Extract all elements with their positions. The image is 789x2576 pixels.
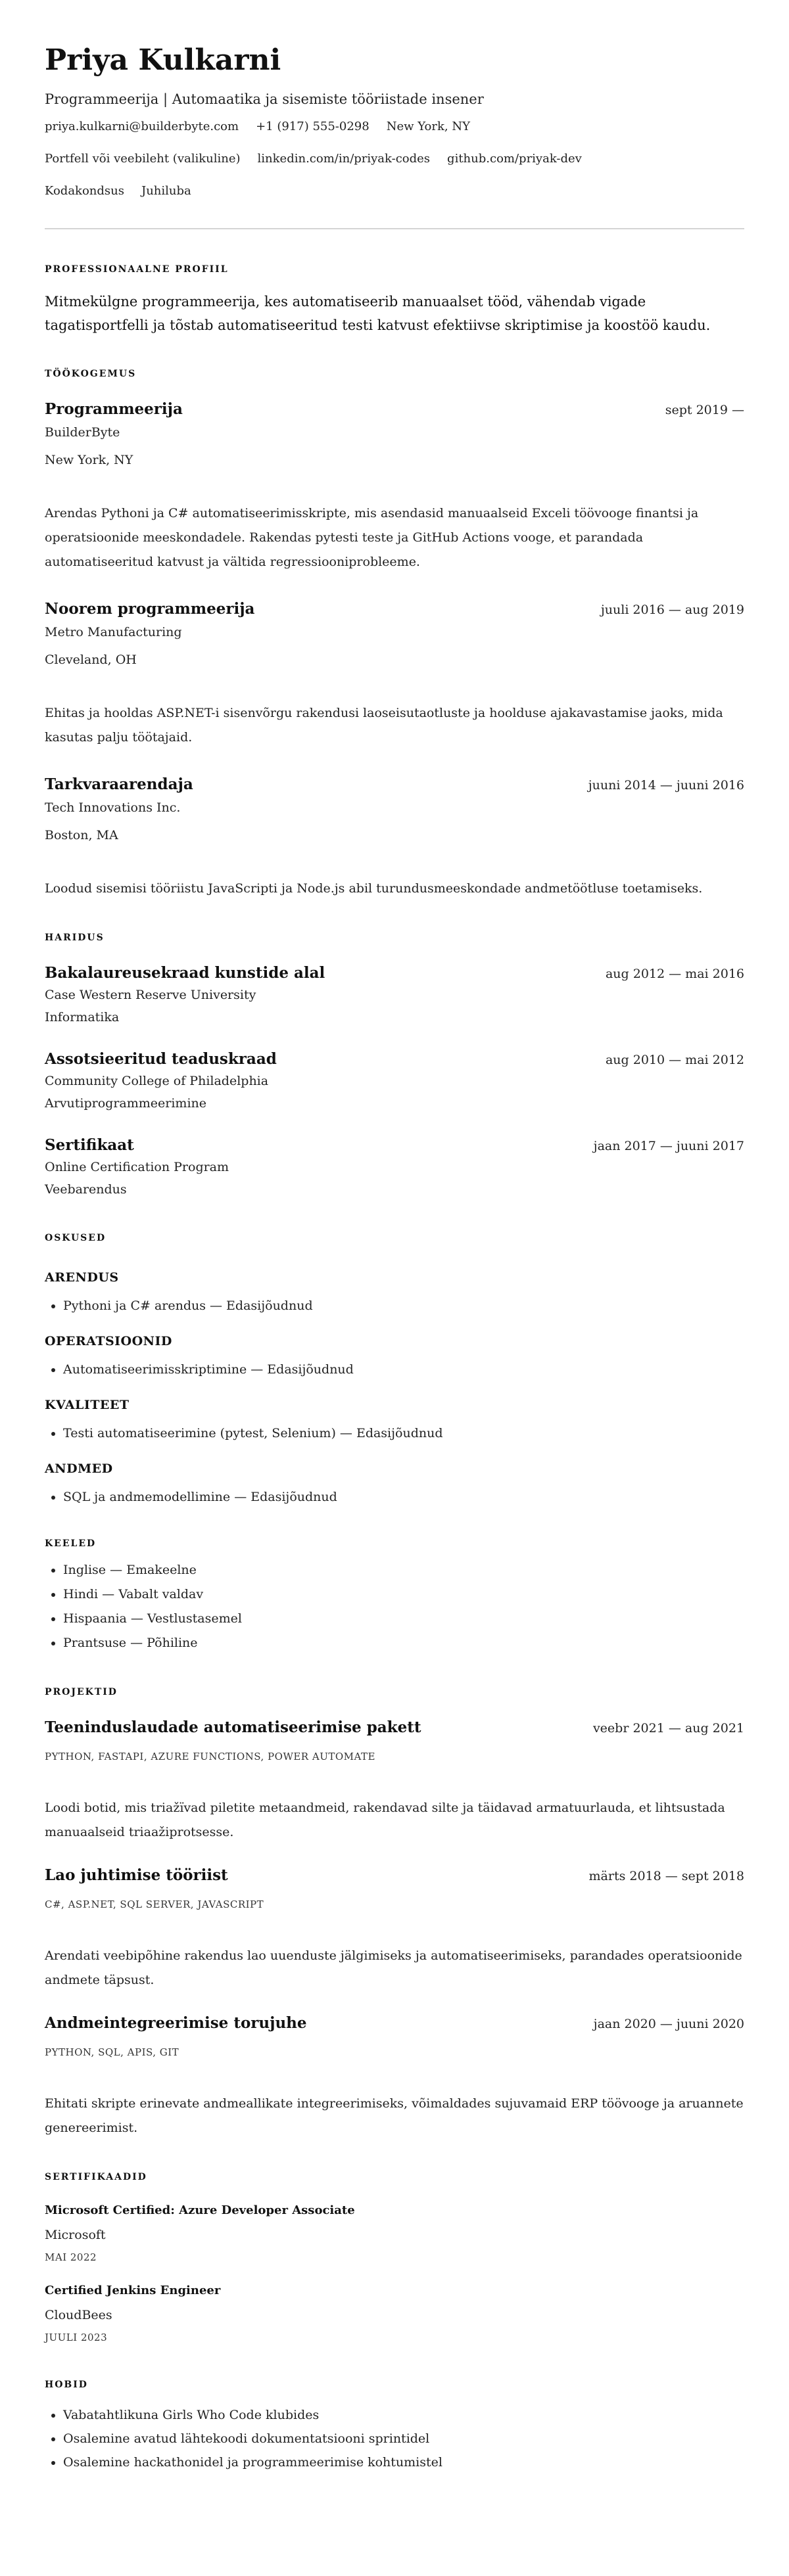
project-dates: märts 2018 — sept 2018 [588, 1869, 744, 1883]
contact-row [45, 110, 744, 143]
projects-section [45, 1686, 744, 2140]
hobby-item: • Vabatahtlikuna Girls Who Code klubides [63, 2403, 744, 2427]
skill-list [45, 1360, 744, 1379]
section-heading: KEELED [45, 1538, 97, 1549]
certification-entry [45, 2201, 744, 2265]
job-description: Ehitas ja hooldas ASP.NET-i sisenvõrgu rakendusi laoseisutaotluste ja hoolduse ajakavastamise jaoks, mida kasutas palju töötajaid. [45, 706, 723, 745]
job-title: Programmeerija [45, 400, 183, 418]
certifications-section [45, 2171, 744, 2345]
skill-item: • SQL ja andmemodellimine — Edasijõudnud [63, 1487, 744, 1507]
section-heading: HOBID [45, 2380, 88, 2390]
section-heading: PROJEKTID [45, 1687, 118, 1697]
profile-section [45, 263, 744, 337]
certification-title: Certified Jenkins Engineer [45, 2284, 221, 2297]
section-heading: HARIDUS [45, 932, 105, 943]
skill-list [45, 1487, 744, 1507]
profile-text: Mitmekülgne programmeerija, kes automatiseerib manuaalset tööd, vähendab vigade tagatisportfelli ja tõstab automatiseeritud testi katvust efektiivse skriptimise ja koostöö kaudu. [45, 294, 711, 333]
skill-item: • Testi automatiseerimine (pytest, Selenium) — Edasijõudnud [63, 1423, 744, 1443]
hobbies-section [45, 2378, 744, 2474]
project-dates: veebr 2021 — aug 2021 [592, 1721, 744, 1736]
experience-section [45, 367, 744, 901]
project-entry [45, 2012, 744, 2140]
project-tech: C#, ASP.NET, SQL SERVER, JAVASCRIPT [45, 1898, 264, 1910]
certification-issuer: CloudBees [45, 2308, 112, 2322]
skills-section [45, 1231, 744, 1507]
language-item: • Hispaania — Vestlustasemel [63, 1607, 744, 1631]
project-title: Lao juhtimise tööriist [45, 1866, 228, 1884]
contact-linkedin[interactable]: linkedin.com/in/priyak-codes [257, 152, 431, 166]
degree: Assotsieeritud teaduskraad [45, 1050, 277, 1068]
field-of-study: Veebarendus [45, 1182, 127, 1197]
skill-category: ARENDUS [45, 1270, 119, 1285]
skill-category: KVALITEET [45, 1398, 130, 1412]
certification-title: Microsoft Certified: Azure Developer Associate [45, 2203, 355, 2217]
contact-driving-license: Juhiluba [141, 184, 191, 198]
job-description: Loodud sisemisi tööriistu JavaScripti ja Node.js abil turundusmeeskondade andmetöötluse toetamiseks. [45, 881, 703, 896]
job-dates: juuli 2016 — aug 2019 [600, 603, 744, 617]
certification-issuer: Microsoft [45, 2228, 106, 2242]
institution: Community College of Philadelphia [45, 1074, 269, 1088]
skill-item: • Pythoni ja C# arendus — Edasijõudnud [63, 1296, 744, 1316]
contact-location: New York, NY [386, 120, 470, 133]
job-title: Noorem programmeerija [45, 600, 255, 618]
contact-row [45, 143, 744, 175]
job-entry [45, 773, 744, 901]
degree: Bakalaureusekraad kunstide alal [45, 964, 325, 982]
contact-portfolio: Portfell või veebileht (valikuline) [45, 152, 241, 166]
section-heading: PROFESSIONAALNE PROFIIL [45, 264, 229, 275]
hobby-list [45, 2403, 744, 2474]
header-divider [45, 228, 744, 229]
education-entry [45, 963, 744, 1029]
language-item: • Hindi — Vabalt valdav [63, 1582, 744, 1607]
project-dates: jaan 2020 — juuni 2020 [593, 2017, 744, 2031]
languages-section [45, 1537, 744, 1655]
job-title: Tarkvaraarendaja [45, 775, 193, 793]
contact-github[interactable]: github.com/priyak-dev [447, 152, 582, 166]
hobby-item: • Osalemine avatud lähtekoodi dokumentatsiooni sprintidel [63, 2427, 744, 2450]
job-dates: juuni 2014 — juuni 2016 [588, 778, 744, 793]
education-dates: aug 2012 — mai 2016 [605, 967, 744, 981]
job-entry [45, 398, 744, 574]
project-title: Andmeintegreerimise torujuhe [45, 2014, 307, 2032]
contact-row [45, 175, 744, 207]
contact-email[interactable]: priya.kulkarni@builderbyte.com [45, 120, 239, 133]
job-dates: sept 2019 — [665, 403, 744, 417]
degree: Sertifikaat [45, 1136, 134, 1154]
job-location: Boston, MA [45, 828, 118, 842]
job-entry [45, 598, 744, 750]
language-item: • Inglise — Emakeelne [63, 1558, 744, 1582]
project-title: Teeninduslaudade automatiseerimise pakett [45, 1718, 421, 1736]
field-of-study: Arvutiprogrammeerimine [45, 1096, 206, 1111]
section-heading: TÖÖKOGEMUS [45, 369, 137, 379]
section-heading: OSKUSED [45, 1233, 107, 1243]
language-item: • Prantsuse — Põhiline [63, 1631, 744, 1655]
certification-date: MAI 2022 [45, 2251, 97, 2263]
candidate-name: Priya Kulkarni [45, 43, 281, 77]
section-heading: SERTIFIKAADID [45, 2172, 147, 2182]
skill-list [45, 1296, 744, 1316]
project-tech: PYTHON, SQL, APIS, GIT [45, 2046, 179, 2058]
institution: Online Certification Program [45, 1160, 229, 1174]
job-company: Tech Innovations Inc. [45, 800, 181, 815]
project-description: Ehitati skripte erinevate andmeallikate integreerimiseks, võimaldades sujuvamaid ERP töövooge ja aruannete genereerimist. [45, 2096, 744, 2135]
project-description: Loodi botid, mis triažïvad piletite metaandmeid, rakendavad silte ja täidavad armatuurlauda, et lihtsustada manuaalseid triaažiprotsesse. [45, 1801, 725, 1839]
job-location: Cleveland, OH [45, 653, 137, 667]
project-description: Arendati veebipõhine rakendus lao uuenduste jälgimiseks ja automatiseerimiseks, parandades operatsioonide andmete täpsust. [45, 1948, 742, 1987]
project-entry [45, 1864, 744, 1992]
job-company: Metro Manufacturing [45, 625, 182, 639]
job-description: Arendas Pythoni ja C# automatiseerimisskripte, mis asendasid manuaalseid Exceli töövooge finantsi ja operatsioonide meeskondadele. Rakendas pytesti teste ja GitHub Actions vooge, et parandada automatiseeritud katvust ja vältida regressiooniprobleeme. [45, 506, 699, 569]
skill-category: ANDMED [45, 1461, 113, 1476]
skill-item: • Automatiseerimisskriptimine — Edasijõudnud [63, 1360, 744, 1379]
candidate-subtitle: Programmeerija | Automaatika ja sisemiste tööriistade insener [45, 91, 484, 107]
project-entry [45, 1716, 744, 1845]
contact-phone: +1 (917) 555-0298 [256, 120, 370, 133]
job-location: New York, NY [45, 453, 133, 467]
job-company: BuilderByte [45, 425, 120, 440]
skill-list [45, 1423, 744, 1443]
skill-category: OPERATSIOONID [45, 1334, 172, 1348]
language-list [45, 1558, 744, 1655]
hobby-item: • Osalemine hackathonidel ja programmeerimise kohtumistel [63, 2450, 744, 2474]
resume-header [45, 41, 744, 229]
education-entry [45, 1135, 744, 1201]
education-dates: jaan 2017 — juuni 2017 [593, 1139, 744, 1153]
project-tech: PYTHON, FASTAPI, AZURE FUNCTIONS, POWER AUTOMATE [45, 1751, 375, 1762]
institution: Case Western Reserve University [45, 988, 256, 1002]
education-dates: aug 2010 — mai 2012 [605, 1053, 744, 1067]
certification-entry [45, 2281, 744, 2345]
contact-citizenship: Kodakondsus [45, 184, 124, 198]
certification-date: JUULI 2023 [45, 2332, 108, 2343]
field-of-study: Informatika [45, 1010, 120, 1024]
education-section [45, 931, 744, 1201]
education-entry [45, 1049, 744, 1115]
